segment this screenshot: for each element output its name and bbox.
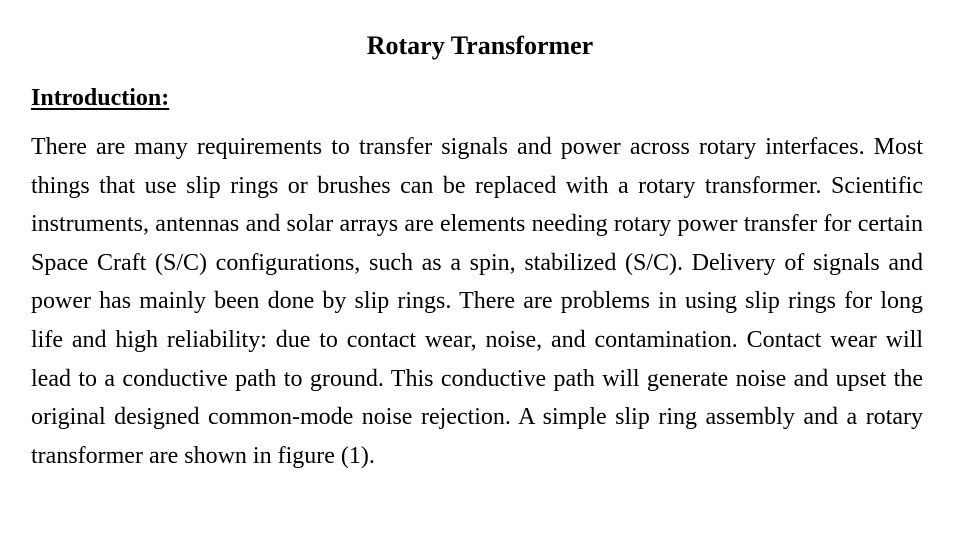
page-title: Rotary Transformer: [366, 31, 594, 60]
body-paragraph: There are many requirements to transfer signals and power across rotary interfaces. Most things that use slip rings or brushes can be replaced with a rotary transformer. Scientific instruments, antennas and solar arrays are elements needing rotary power transfer for certain Space Craft (S/C) configurations, such as a spin, stabilized (S/C). Delivery of signals and power has mainly been done by slip rings. There are problems in using slip rings for long life and high reliability: due to contact wear, noise, and contamination. Contact wear will lead to a conductive path to ground. This conductive path will generate noise and upset the original designed common-mode noise rejection. A simple slip ring assembly and a rotary transformer are shown in figure (1).: [31, 134, 923, 469]
section-heading: Introduction:: [31, 85, 170, 111]
